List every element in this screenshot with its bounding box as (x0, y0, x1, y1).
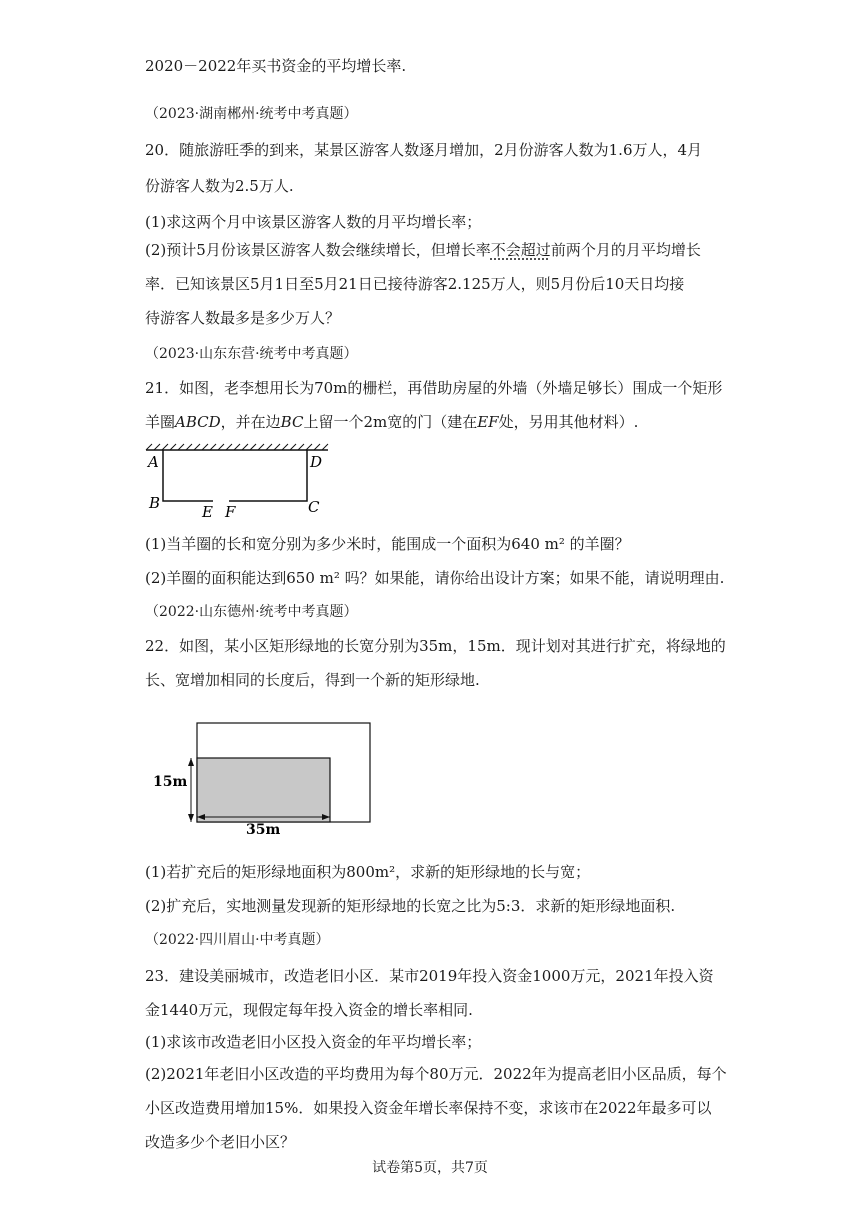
text-line: 金1440万元，现假定每年投入资金的增长率相同. (145, 1001, 473, 1019)
text-line: 长、宽增加相同的长度后，得到一个新的矩形绿地. (145, 671, 480, 689)
text-span: 处，另用其他材料）. (498, 413, 639, 431)
question-23: 23．建设美丽城市，改造老旧小区．某市2019年投入资金1000万元，2021年投入资 (145, 967, 714, 985)
text-line: (2)2021年老旧小区改造的平均费用为每个80万元．2022年为提高老旧小区品质，每个 (145, 1065, 727, 1083)
text-line: 率．已知该景区5月1日至5月21日已接待游客2.125万人，则5月份后10天日均接 (145, 275, 685, 293)
height-label: 15m (153, 774, 188, 790)
text-span: (2)预计5月份该景区游客人数会继续增长，但增长率 (145, 241, 491, 259)
text-line: 2020－2022年买书资金的平均增长率. (145, 57, 407, 75)
text-line: (2)羊圈的面积能达到650 m² 吗？如果能，请你给出设计方案；如果不能，请说明理由. (145, 569, 725, 587)
math-var: BC (280, 413, 304, 431)
text-line (145, 240, 701, 260)
source-tag: （2023·湖南郴州·统考中考真题） (145, 106, 358, 122)
text-line: 小区改造费用增加15%．如果投入资金年增长率保持不变，求该市在2022年最多可以 (145, 1099, 712, 1117)
text-span: 上留一个2m宽的门（建在 (303, 413, 478, 431)
text-line: 份游客人数为2.5万人. (145, 177, 294, 195)
pen-diagram (140, 440, 340, 520)
question-21: 21．如图，老李想用长为70m的栅栏，再借助房屋的外墙（外墙足够长）围成一个矩形 (145, 379, 723, 397)
text-line: (1)求该市改造老旧小区投入资金的年平均增长率； (145, 1033, 482, 1051)
text-span: 前两个月的月平均增长 (550, 241, 701, 259)
label-D: D (310, 453, 323, 471)
source-tag: （2022·山东德州·统考中考真题） (145, 604, 358, 620)
page-footer: 试卷第5页，共7页 (372, 1160, 488, 1176)
math-var: EF (477, 413, 499, 431)
source-tag: （2022·四川眉山·中考真题） (145, 932, 330, 948)
text-line: (1)当羊圈的长和宽分别为多少米时，能围成一个面积为640 m² 的羊圈？ (145, 535, 630, 553)
lawn-diagram (150, 716, 380, 840)
emphasis-dotted: 不会超过 (490, 241, 551, 259)
text-line: 待游客人数最多是多少万人？ (145, 309, 341, 327)
question-20: 20．随旅游旺季的到来，某景区游客人数逐月增加，2月份游客人数为1.6万人，4月 (145, 141, 703, 159)
text-line: (1)求这两个月中该景区游客人数的月平均增长率； (145, 213, 482, 231)
label-B: B (149, 494, 161, 512)
text-span: 羊圈 (145, 413, 176, 431)
text-span: ，并在边 (220, 413, 281, 431)
text-line (145, 412, 638, 432)
math-var: ABCD (175, 413, 221, 431)
label-E: E (202, 503, 213, 520)
text-line: (2)扩充后，实地测量发现新的矩形绿地的长宽之比为5:3．求新的矩形绿地面积. (145, 897, 676, 915)
text-line: 改造多少个老旧小区？ (145, 1133, 296, 1151)
label-C: C (308, 498, 320, 516)
label-F: F (225, 503, 236, 520)
label-A: A (148, 453, 159, 471)
source-tag: （2023·山东东营·统考中考真题） (145, 346, 358, 362)
width-label: 35m (246, 822, 281, 838)
text-line: (1)若扩充后的矩形绿地面积为800m²，求新的矩形绿地的长与宽； (145, 863, 591, 881)
question-22: 22．如图，某小区矩形绿地的长宽分别为35m，15m．现计划对其进行扩充，将绿地的 (145, 637, 726, 655)
